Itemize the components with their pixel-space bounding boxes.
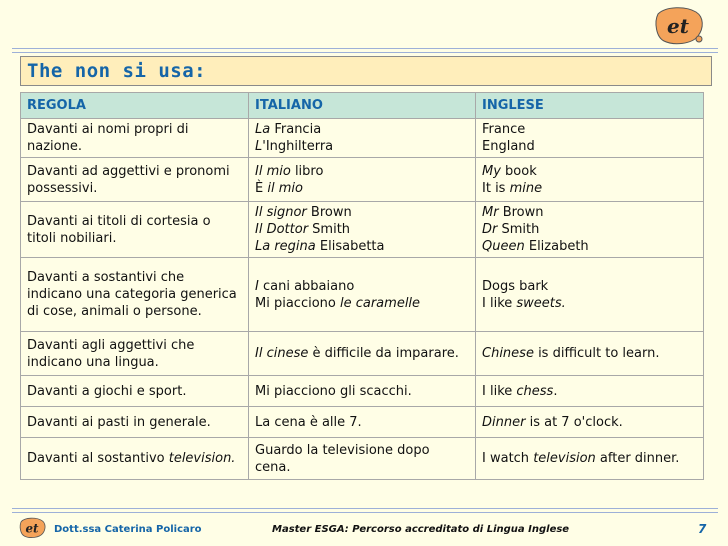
cell-line bbox=[27, 337, 242, 371]
text: Guardo la televisione dopo cena. bbox=[255, 442, 430, 475]
italic-text: chess bbox=[516, 383, 554, 399]
text: Davanti ai pasti in generale. bbox=[27, 414, 211, 430]
text: . bbox=[553, 383, 558, 399]
text: is at 7 o'clock. bbox=[525, 414, 623, 430]
italic-text: Il Dottor bbox=[255, 222, 309, 237]
header-regola: REGOLA bbox=[21, 93, 249, 119]
text: Francia bbox=[270, 122, 322, 137]
cell-line bbox=[27, 213, 242, 247]
cell-regola bbox=[21, 438, 249, 480]
italic-text: Il signor bbox=[255, 205, 307, 220]
cell-inglese bbox=[476, 158, 704, 202]
cell-line bbox=[482, 295, 697, 312]
text: Davanti ai nomi propri di nazione. bbox=[27, 122, 189, 154]
text: Brown bbox=[306, 205, 352, 220]
italic-text: Mr bbox=[482, 205, 499, 220]
table-row bbox=[21, 158, 704, 202]
italic-text: La bbox=[255, 122, 271, 137]
cell-italiano bbox=[249, 258, 476, 332]
cell-line bbox=[482, 138, 697, 155]
text: è difficile da imparare. bbox=[308, 346, 459, 361]
cell-line bbox=[255, 121, 469, 138]
cell-line bbox=[255, 204, 469, 221]
text: after dinner. bbox=[595, 451, 680, 466]
italic-text: television. bbox=[168, 451, 236, 466]
et-logo bbox=[652, 6, 704, 46]
cell-line bbox=[482, 221, 697, 238]
slide-title: The non si usa: bbox=[27, 60, 207, 82]
page-number: 7 bbox=[698, 522, 707, 536]
cell-line bbox=[482, 204, 697, 221]
table-row bbox=[21, 202, 704, 258]
table-row bbox=[21, 407, 704, 438]
italic-text: Chinese bbox=[482, 346, 534, 361]
text: Mi piacciono gli scacchi. bbox=[255, 383, 412, 399]
cell-regola bbox=[21, 202, 249, 258]
table-row bbox=[21, 258, 704, 332]
table-row bbox=[21, 332, 704, 376]
text: Davanti al sostantivo bbox=[27, 451, 169, 466]
text: Davanti ai titoli di cortesia o titoli nobiliari. bbox=[27, 213, 211, 246]
title-banner bbox=[20, 56, 712, 86]
cell-italiano bbox=[249, 438, 476, 480]
italic-text: I bbox=[255, 278, 259, 294]
cell-regola bbox=[21, 376, 249, 407]
grammar-table bbox=[20, 92, 704, 480]
cell-line bbox=[255, 295, 469, 312]
text: È bbox=[255, 180, 268, 196]
cell-line bbox=[482, 121, 697, 138]
cell-line bbox=[255, 221, 469, 238]
footer-author: Dott.ssa Caterina Policaro bbox=[54, 524, 202, 535]
cell-line bbox=[482, 180, 697, 197]
cell-line bbox=[482, 450, 697, 467]
italic-text: Dinner bbox=[482, 414, 526, 430]
text: I like bbox=[482, 295, 517, 311]
cell-line bbox=[27, 163, 242, 197]
text: France bbox=[482, 122, 526, 137]
italic-text: sweets. bbox=[516, 295, 566, 311]
text: Smith bbox=[497, 222, 540, 237]
text: I like bbox=[482, 383, 517, 399]
cell-line bbox=[27, 269, 242, 320]
cell-line bbox=[255, 238, 469, 255]
text: Smith bbox=[308, 222, 351, 237]
text: libro bbox=[290, 163, 324, 179]
cell-line bbox=[482, 278, 697, 295]
cell-line bbox=[482, 345, 697, 362]
text: Davanti agli aggettivi che indicano una lingua. bbox=[27, 337, 195, 370]
table-row bbox=[21, 438, 704, 480]
cell-inglese bbox=[476, 407, 704, 438]
table-header-row bbox=[21, 93, 704, 119]
text: Davanti a sostantivi che indicano una categoria generica di cose, animali o persone. bbox=[27, 270, 237, 319]
italic-text: Il mio bbox=[255, 163, 291, 179]
cell-line bbox=[255, 442, 469, 476]
text: is difficult to learn. bbox=[533, 346, 660, 361]
text: Elisabetta bbox=[315, 239, 385, 254]
header-inglese: INGLESE bbox=[476, 93, 704, 119]
cell-line bbox=[482, 414, 697, 431]
text: La cena è alle 7. bbox=[255, 414, 362, 430]
cell-line bbox=[255, 163, 469, 180]
italic-text: La regina bbox=[255, 239, 316, 254]
text: Davanti a giochi e sport. bbox=[27, 383, 187, 399]
text: Brown bbox=[498, 205, 544, 220]
cell-italiano bbox=[249, 332, 476, 376]
italic-text: Dr bbox=[482, 222, 498, 237]
cell-line bbox=[255, 138, 469, 155]
italic-text: television bbox=[533, 451, 596, 466]
cell-line bbox=[27, 450, 242, 467]
italic-text: il mio bbox=[267, 180, 303, 196]
cell-line bbox=[482, 238, 697, 255]
cell-line bbox=[255, 414, 469, 431]
cell-italiano bbox=[249, 202, 476, 258]
text: book bbox=[500, 163, 537, 179]
logo-dot bbox=[696, 36, 702, 42]
cell-line bbox=[255, 278, 469, 295]
cell-regola bbox=[21, 407, 249, 438]
cell-line bbox=[255, 180, 469, 197]
text: It is bbox=[482, 180, 510, 196]
italic-text: mine bbox=[509, 180, 543, 196]
logo-text: et bbox=[667, 14, 689, 38]
text: I watch bbox=[482, 451, 534, 466]
bottom-divider bbox=[12, 508, 718, 513]
cell-inglese bbox=[476, 438, 704, 480]
italic-text: My bbox=[482, 163, 501, 179]
cell-line bbox=[482, 163, 697, 180]
cell-regola bbox=[21, 332, 249, 376]
cell-inglese bbox=[476, 119, 704, 158]
cell-italiano bbox=[249, 407, 476, 438]
cell-inglese bbox=[476, 202, 704, 258]
italic-text: Queen bbox=[482, 239, 525, 254]
text: Inghilterra bbox=[265, 139, 334, 154]
cell-italiano bbox=[249, 376, 476, 407]
footer-logo-text: et bbox=[25, 521, 39, 536]
text: Mi piacciono bbox=[255, 295, 340, 311]
cell-line bbox=[27, 121, 242, 155]
cell-line bbox=[255, 383, 469, 400]
table-row bbox=[21, 376, 704, 407]
italic-text: le caramelle bbox=[339, 295, 421, 311]
cell-line bbox=[255, 345, 469, 362]
footer-et-logo bbox=[18, 517, 46, 539]
cell-regola bbox=[21, 258, 249, 332]
cell-italiano bbox=[249, 158, 476, 202]
header-italiano: ITALIANO bbox=[249, 93, 476, 119]
cell-italiano bbox=[249, 119, 476, 158]
cell-regola bbox=[21, 158, 249, 202]
cell-inglese bbox=[476, 258, 704, 332]
cell-line bbox=[27, 414, 242, 431]
cell-line bbox=[482, 383, 697, 400]
text: Dogs bark bbox=[482, 278, 549, 294]
text: Elizabeth bbox=[524, 239, 589, 254]
table-row bbox=[21, 119, 704, 158]
top-divider bbox=[12, 48, 718, 53]
cell-inglese bbox=[476, 376, 704, 407]
cell-regola bbox=[21, 119, 249, 158]
text: Davanti ad aggettivi e pronomi possessivi. bbox=[27, 163, 230, 196]
cell-line bbox=[27, 383, 242, 400]
footer-course: Master ESGA: Percorso accreditato di Lingua Inglese bbox=[272, 524, 570, 535]
italic-text: Il cinese bbox=[255, 346, 309, 361]
italic-text: L' bbox=[255, 139, 266, 154]
cell-inglese bbox=[476, 332, 704, 376]
text: England bbox=[482, 139, 535, 154]
text: cani abbaiano bbox=[258, 278, 355, 294]
